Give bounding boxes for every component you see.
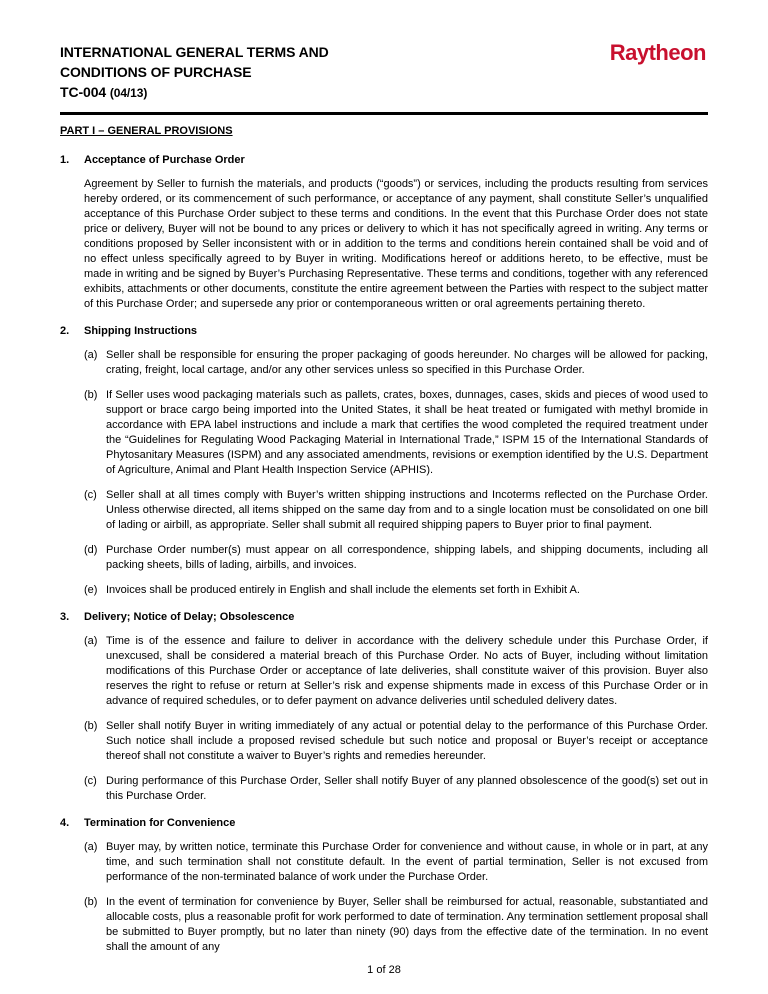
clause-text: Buyer may, by written notice, terminate this Purchase Order for convenience and without cause, in whole or in part, at any time, and such termination shall not constitute default. In the event of partial termination, Seller is not excused from performance of the non-terminated balance of work under the Purchase Order.	[106, 841, 708, 883]
section-number: 4.	[60, 817, 70, 829]
clause-text: If Seller uses wood packaging materials such as pallets, crates, boxes, dunnages, cases, skids and pieces of wood used to support or brace cargo being imported into the United States, it shall be heat treated or fumigated with methyl bromide in accordance with EPA label instructions and include a mark that certifies the wood completed the required treatment under the “Guidelines for Regulating Wood Packaging Material in International Trade,” ISPM 15 of the International Standards of Phytosanitary Measures (ISPM) and any associated amendments, revisions or exemption identified by the U.S. Department of Agriculture, Animal and Plant Health Inspection Service (APHIS).	[106, 389, 708, 476]
clause-item	[84, 583, 708, 598]
clause-label: (b)	[84, 389, 98, 401]
clause-text: Time is of the essence and failure to deliver in accordance with the delivery schedule under this Purchase Order, if unexcused, shall be considered a material breach of this Purchase Order. No acts of Buyer, including without limitation modifications of this Purchase Order or acceptance of late deliveries, shall constitute waiver of this provision. Buyer also reserves the right to refuse or return at Seller’s risk and expense shipments made in excess of this Purchase Order or in advance of required schedules, or to defer payment on advance deliveries until scheduled delivery dates.	[106, 635, 708, 707]
clause-label: (a)	[84, 635, 98, 647]
section-title: Shipping Instructions	[84, 325, 198, 337]
section-acceptance	[60, 153, 708, 312]
raytheon-logo: Raytheon	[609, 40, 706, 65]
clause-text: Seller shall at all times comply with Buyer’s written shipping instructions and Incoterms reflected on the Purchase Order. Unless otherwise directed, all items shipped on the same day from and to a single location must be consolidated on one bill of lading or airbill, as appropriate. Seller shall submit all required shipping papers to Buyer prior to final payment.	[106, 489, 708, 531]
section-title: Termination for Convenience	[84, 817, 236, 829]
clause-label: (b)	[84, 720, 98, 732]
title-line-2: CONDITIONS OF PURCHASE	[60, 64, 252, 80]
clause-label: (c)	[84, 775, 97, 787]
clause-item	[84, 719, 708, 764]
clause-text: Invoices shall be produced entirely in English and shall include the elements set forth in Exhibit A.	[106, 584, 580, 596]
clause-text: Purchase Order number(s) must appear on all correspondence, shipping labels, and shipping documents, including all packing sheets, bills of lading, airbills, and invoices.	[106, 544, 708, 571]
clause-text: Seller shall notify Buyer in writing immediately of any actual or potential delay to the performance of this Purchase Order. Such notice shall include a proposed revised schedule but such notice and proposal or Buyer’s receipt or acceptance thereof shall not constitute a waiver to Buyer’s rights and remedies hereunder.	[106, 720, 708, 762]
header-divider	[60, 112, 708, 115]
page-number: 1 of 28	[367, 964, 401, 976]
clause-item	[84, 543, 708, 573]
title-line-1: INTERNATIONAL GENERAL TERMS AND	[60, 44, 329, 60]
clause-label: (e)	[84, 584, 98, 596]
section-heading	[60, 324, 708, 339]
section-heading	[60, 816, 708, 831]
clause-item	[84, 840, 708, 885]
section-number: 1.	[60, 154, 70, 166]
clause-label: (a)	[84, 841, 98, 853]
section-delivery	[60, 610, 708, 804]
doc-code: TC-004	[60, 84, 107, 100]
section-shipping-instructions	[60, 324, 708, 598]
section-heading	[60, 610, 708, 625]
clause-label: (a)	[84, 349, 98, 361]
section-paragraph: Agreement by Seller to furnish the materials, and products (“goods”) or services, including the products resulting from services hereby ordered, or its commencement of such performance, or acceptance of any payment, shall constitute Seller’s unqualified acceptance of this Purchase Order subject to these terms and conditions. In the event that this Purchase Order does not state price or delivery, Buyer will not be bound to any prices or delivery to which it has not specifically agreed in writing. Any terms or conditions proposed by Seller inconsistent with or in addition to the terms and conditions herein contained shall be void and of no effect unless specifically agreed to by Buyer in writing. Modifications hereof or additions hereto, to be effective, must be made in writing and be signed by Buyer’s Purchasing Representative. These terms and conditions, together with any referenced exhibits, attachments or other documents, constitute the entire agreement between the Parties with respect to the subject matter of this Purchase Order; and supersede any prior or contemporaneous written or oral agreements pertaining thereto.	[84, 178, 708, 310]
section-number: 2.	[60, 325, 70, 337]
clause-item	[84, 895, 708, 955]
section-termination-for-convenience	[60, 816, 708, 955]
clause-label: (c)	[84, 489, 97, 501]
section-heading	[60, 153, 708, 168]
doc-code-line	[60, 82, 329, 103]
part-heading: PART I – GENERAL PROVISIONS	[60, 125, 233, 137]
clause-label: (d)	[84, 544, 98, 556]
clause-label: (b)	[84, 896, 98, 908]
doc-date: (04/13)	[109, 86, 148, 100]
clause-text: During performance of this Purchase Order, Seller shall notify Buyer of any planned obsolescence of the good(s) set out in this Purchase Order.	[106, 775, 708, 802]
section-title: Delivery; Notice of Delay; Obsolescence	[84, 611, 295, 623]
document-title	[60, 42, 329, 103]
clause-item	[84, 388, 708, 478]
clause-text: Seller shall be responsible for ensuring the proper packaging of goods hereunder. No charges will be allowed for packing, crating, freight, local cartage, and/or any other services unless so specified in this Purchase Order.	[106, 349, 708, 376]
clause-item	[84, 348, 708, 378]
clause-item	[84, 634, 708, 709]
clause-item	[84, 488, 708, 533]
document-body	[60, 124, 708, 967]
clause-item	[84, 774, 708, 804]
clause-text: In the event of termination for convenience by Buyer, Seller shall be reimbursed for actual, reasonable, substantiated and allocable costs, plus a reasonable profit for work performed to date of termination. Any termination settlement proposal shall be submitted to Buyer promptly, but no later than ninety (90) days from the effective date of the termination. In no event shall the amount of any	[106, 896, 708, 953]
section-title: Acceptance of Purchase Order	[84, 154, 245, 166]
section-number: 3.	[60, 611, 70, 623]
